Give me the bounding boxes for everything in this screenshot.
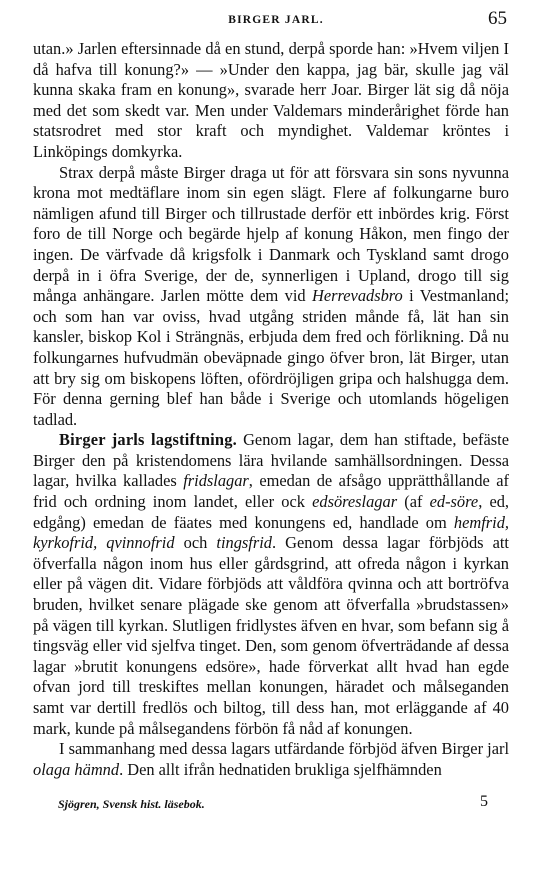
text-run: , emedan de afsågo upprätthållande af frid och ordning inom landet, eller ock	[33, 471, 509, 512]
text-run: utan.» Jarlen eftersinnade då en stund, derpå sporde han: »Hvem viljen I då hafva till konung?» — »Under den kappa, jag bär, skulle jag väl kunna skaka fram en konung», svarade herr Joar. Birger lät sig då nöja med det som skedt var. Men under Valdemars minderårighet förde han statsrodret med stor kraft och myndighet. Valdemar kröntes i Linköpings domkyrka.	[33, 39, 509, 161]
page-number: 65	[488, 8, 507, 29]
italic-term: fridslagar	[183, 471, 249, 491]
section-heading: Birger jarls lagstiftning.	[59, 430, 237, 450]
text-run: Genom lagar, dem han stiftade, befäste Birger den på kristendomens lära hvilande samhällsordningen. Dessa lagar, hvilka kallades	[33, 430, 509, 491]
italic-term: hemfrid, kyrkofrid, qvinnofrid	[33, 512, 509, 553]
page-footer	[0, 793, 552, 817]
paragraph	[33, 163, 509, 431]
italic-term: Herrevadsbro	[312, 286, 403, 306]
paragraph	[33, 39, 509, 163]
text-run: i Vestmanland; och som han var oviss, hvad utgång striden månde få, lät han sin kansler, biskop Kol i Strängnäs, erbjuda dem fred och förlikning. Då nu folkungarnes hufvudmän obeväpnade gingo öfver bron, lät Birger, utan att bry sig om biskopens löften, ofördröjligen gripa och halshugga dem. För denna gerning blef han både i Sverige och utomlands högeligen tadlad.	[33, 286, 509, 429]
text-run: (af	[397, 492, 430, 512]
paragraph	[33, 430, 509, 739]
body-text	[33, 39, 509, 780]
italic-term: ed-söre	[429, 492, 479, 512]
italic-term: olaga hämnd	[33, 759, 120, 779]
text-run: , ed, edgång) emedan de fäates med konungens ed, handlade om	[33, 492, 510, 532]
text-run: Strax derpå måste Birger draga ut för att försvara sin sons nyvunna krona mot medtäflare inom sin egen slägt. Flere af folkungarne buro nämligen afund till Birger och tillrustade derför ett inbördes krig. Först foro de till Norge och begärde hjelp af konung Håkon, men fingo der ingen. De värfvade då krigsfolk i Danmark och Tyskland samt drogo derpå in i öfra Sverige, der de, synnerligen i Upland, drogo till sig många anhängare. Jarlen mötte dem vid	[33, 162, 509, 306]
italic-term: edsöreslagar	[312, 492, 398, 512]
text-run: I sammanhang med dessa lagars utfärdande förbjöd äfven Birger jarl	[59, 739, 509, 759]
text-run: och	[174, 533, 217, 553]
italic-term: tingsfrid	[216, 533, 272, 553]
text-run: . Genom dessa lagar förbjöds att öfverfalla någon inom hus eller gårdsgrind, att ofreda någon i kyrkan eller på vägen dit. Vidare förbjöds att våldföra qvinna och att bortröfva bruden, hvilket senare plägade ske genom att öfverfalla »brudstassen» på vägen till kyrkan. Slutligen fridlystes äfven en hvar, som befann sig å tingsväg eller vid sjelfva tinget. Den, som genom öfverträdande af dessa lagar »brutit konungens edsöre», hade förverkat allt hvad han egde ofvan jord till treskiftes mellan konungen, häradet och målseganden samt var dertill fredlös och biltog, till dess han, mot erläggande af 40 mark, kunde på målsegandens förbön få nåd af konungen.	[33, 533, 509, 738]
signature-number: 5	[480, 793, 488, 810]
footer-source: Sjögren, Svensk hist. läsebok.	[58, 797, 205, 811]
running-title: BIRGER JARL.	[228, 14, 324, 26]
paragraph	[33, 739, 509, 780]
text-run: . Den allt ifrån hednatiden brukliga sjelfhämnden	[119, 759, 442, 779]
page-header	[0, 8, 552, 34]
